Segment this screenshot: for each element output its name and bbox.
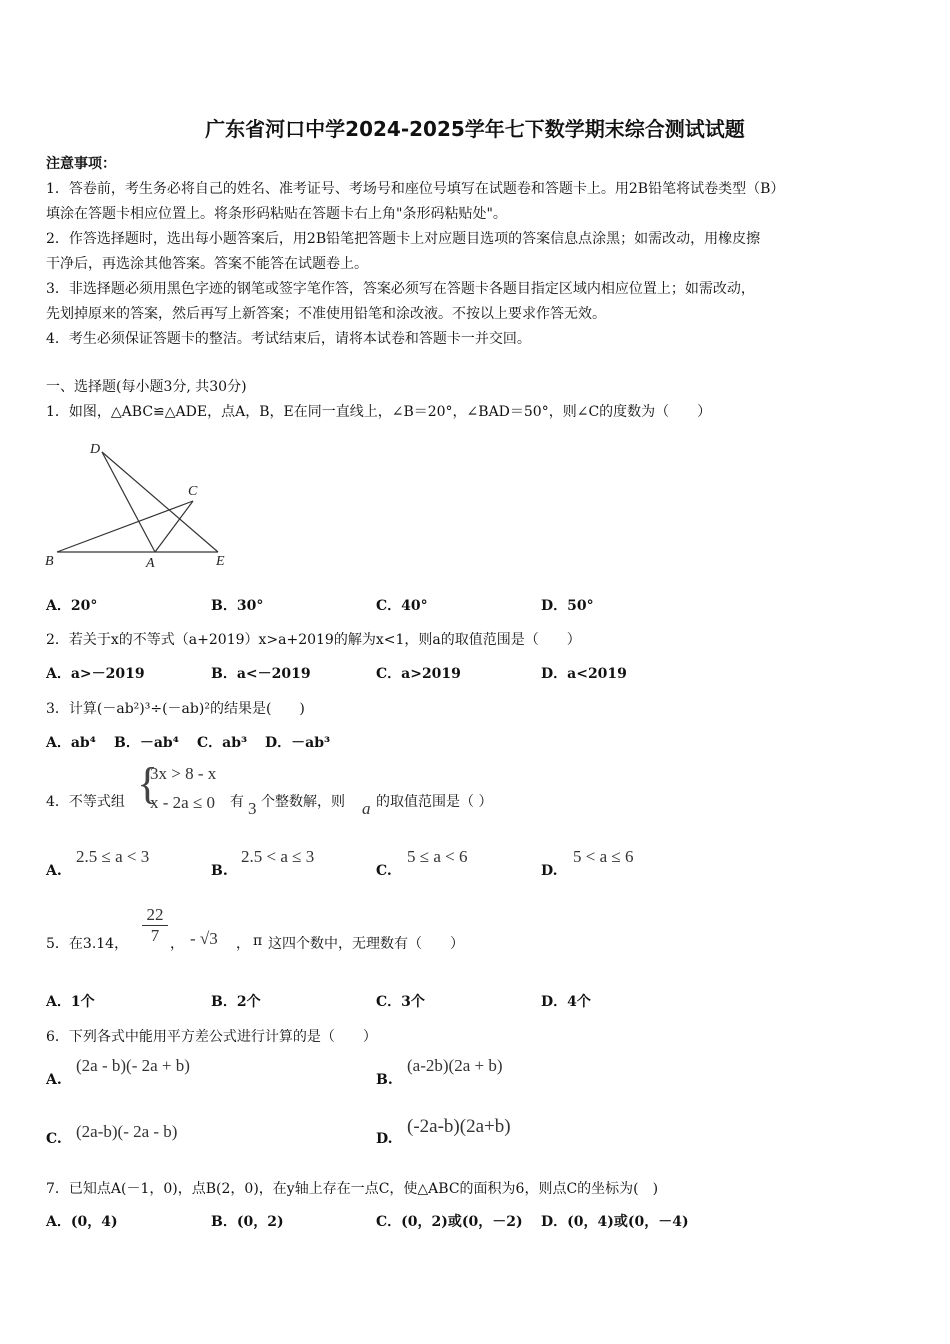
point-label-d: D — [90, 442, 101, 457]
option-math: 5 < a ≤ 6 — [573, 847, 634, 866]
option-math: (-2a-b)(2a+b) — [407, 1116, 511, 1137]
point-label-b: B — [45, 554, 54, 569]
option-math: 5 ≤ a < 6 — [407, 847, 468, 866]
option: D．a<2019 — [541, 666, 627, 682]
option: A．1个 — [46, 994, 95, 1010]
notice-line: 3．非选择题必须用黑色字迹的钢笔或签字笔作答，答案必须写在答题卡各题目指定区域内相应位置上；如需改动， — [46, 281, 755, 297]
fraction-denominator: 7 — [150, 926, 160, 945]
option-math: (2a-b)(- 2a - b) — [76, 1122, 178, 1141]
option: C．3个 — [376, 994, 425, 1010]
option-math: (a-2b)(2a + b) — [407, 1056, 503, 1075]
option-letter: A. — [46, 1072, 62, 1088]
option: B．a<－2019 — [211, 666, 311, 682]
option: B．2个 — [211, 994, 261, 1010]
question-7-stem: 7．已知点A(－1，0)，点B(2，0)，在y轴上存在一点C，使△ABC的面积为6，则点C的坐标为( ) — [46, 1181, 659, 1197]
page-title: 广东省河口中学2024-2025学年七下数学期末综合测试试题 — [205, 117, 745, 141]
question-1-stem: 1．如图，△ABC≌△ADE，点A，B，E在同一直线上，∠B＝20°，∠BAD＝50°，则∠C的度数为（ ） — [46, 404, 712, 420]
option: D．(0，4)或(0，－4) — [541, 1214, 689, 1230]
question-4-variable: a — [362, 799, 371, 818]
notice-line: 干净后，再选涂其他答案。答案不能答在试题卷上。 — [46, 256, 368, 272]
inequality-2: x - 2a ≤ 0 — [150, 793, 216, 812]
question-5-text: 这四个数中，无理数有（ ） — [268, 936, 464, 952]
option: B．(0，2) — [211, 1214, 284, 1230]
notice-heading: 注意事项： — [46, 156, 116, 172]
fraction — [142, 905, 168, 946]
question-5-lead: 5．在3.14， — [46, 936, 129, 952]
notice-line: 4．考生必须保证答题卡的整洁。考试结束后，请将本试卷和答题卡一并交回。 — [46, 331, 531, 347]
question-4-text: 的取值范围是（ ） — [376, 794, 493, 810]
pi-symbol: π — [253, 933, 263, 949]
question-4-count: 3 — [248, 799, 257, 818]
option: C．40° — [376, 598, 428, 614]
notice-line: 先划掉原来的答案，然后再写上新答案；不准使用铅笔和涂改液。不按以上要求作答无效。 — [46, 306, 606, 322]
option: D．－ab³ — [265, 735, 331, 751]
negative-sqrt-3: - √3 — [190, 929, 218, 948]
option: C．ab³ — [197, 735, 248, 751]
option: C．a>2019 — [376, 666, 461, 682]
option-letter: D. — [376, 1131, 393, 1147]
question-6-stem: 6．下列各式中能用平方差公式进行计算的是（ ） — [46, 1029, 377, 1045]
option: A．(0，4) — [46, 1214, 118, 1230]
option: D．50° — [541, 598, 594, 614]
option-math: (2a - b)(- 2a + b) — [76, 1056, 190, 1075]
point-label-a: A — [146, 556, 155, 570]
separator: ， — [170, 936, 184, 952]
option-math: 2.5 ≤ a < 3 — [76, 847, 150, 866]
option: A．ab⁴ — [46, 735, 96, 751]
question-4-text: 个整数解，则 — [261, 794, 345, 810]
fraction-numerator: 22 — [146, 905, 164, 924]
option-letter: D. — [541, 863, 558, 879]
option-letter: B. — [376, 1072, 393, 1088]
option: C．(0，2)或(0，－2) — [376, 1214, 523, 1230]
option-math: 2.5 < a ≤ 3 — [241, 847, 315, 866]
question-4-text: 有 — [230, 794, 244, 810]
notice-line: 1．答卷前，考生务必将自己的姓名、准考证号、考场号和座位号填写在试题卷和答题卡上。用2B铅笔将试卷类型（B） — [46, 181, 785, 197]
option-letter: C. — [376, 863, 392, 879]
option-letter: B. — [211, 863, 228, 879]
point-label-e: E — [216, 554, 225, 569]
question-4-number: 4．不等式组 — [46, 794, 125, 810]
notice-line: 2．作答选择题时，选出每小题答案后，用2B铅笔把答题卡上对应题目选项的答案信息点涂黑；如需改动，用橡皮擦 — [46, 231, 761, 247]
option: A．20° — [46, 598, 98, 614]
option: D．4个 — [541, 994, 591, 1010]
section-heading: 一、选择题(每小题3分, 共30分) — [46, 379, 247, 395]
option: B．30° — [211, 598, 264, 614]
point-label-c: C — [188, 484, 198, 499]
option: B．－ab⁴ — [114, 735, 179, 751]
notice-line: 填涂在答题卡相应位置上。将条形码粘贴在答题卡右上角"条形码粘贴处"。 — [46, 206, 507, 222]
option-letter: A. — [46, 863, 62, 879]
option: A．a>－2019 — [46, 666, 145, 682]
question-3-stem: 3．计算(－ab²)³÷(－ab)²的结果是( ) — [46, 701, 305, 717]
question-2-stem: 2．若关于x的不等式（a+2019）x>a+2019的解为x<1，则a的取值范围是（ ） — [46, 632, 581, 648]
triangle-figure — [40, 435, 240, 570]
system-brace: { — [137, 759, 159, 808]
separator: ， — [236, 936, 250, 952]
option-letter: C. — [46, 1131, 62, 1147]
inequality-1: 3x > 8 - x — [150, 764, 217, 783]
